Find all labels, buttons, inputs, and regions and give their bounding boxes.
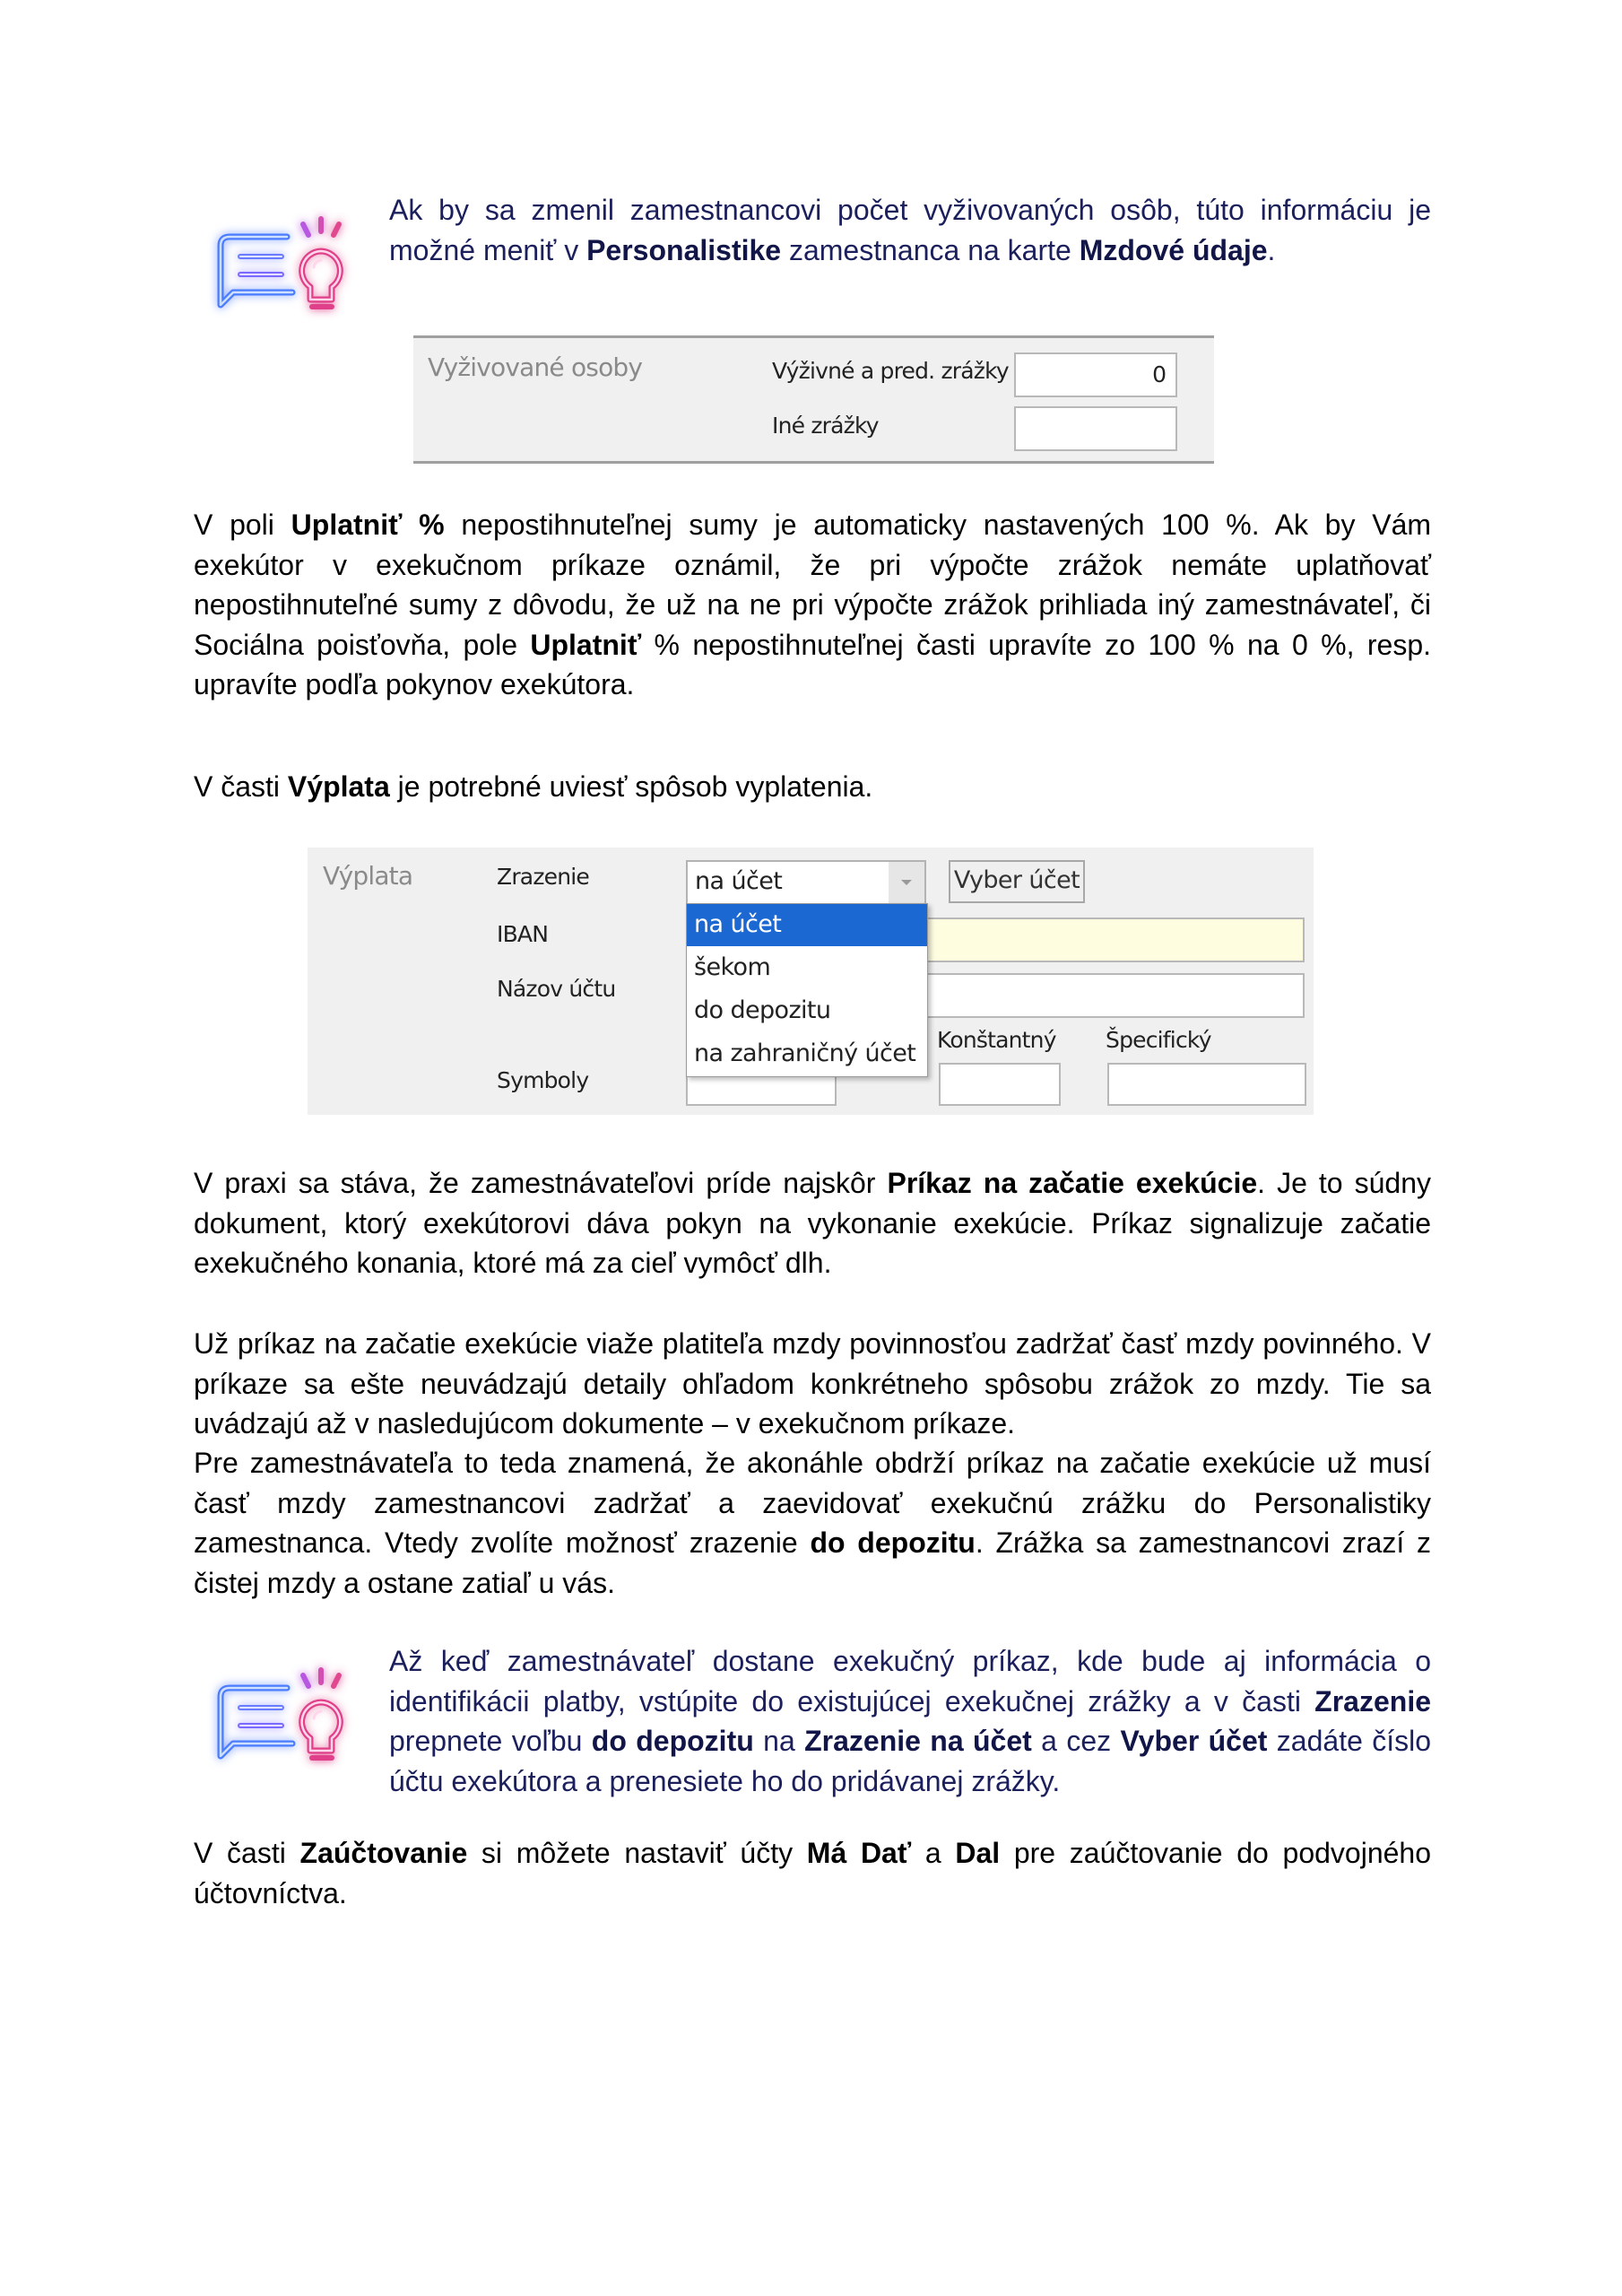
chevron-down-icon[interactable] [889,862,924,903]
paragraph-zauctovanie: V časti Zaúčtovanie si môžete nastaviť účty Má Dať a Dal pre zaúčtovanie do podvojného účtovníctva. [194,1837,1431,1909]
combo-selected-value: na účet [695,867,783,895]
alimony-deductions-input[interactable]: 0 [1014,352,1177,397]
label-symbols: Symboly [497,1067,589,1093]
deduction-method-combobox[interactable] [686,860,926,905]
group-label-dependents: Vyživované osoby [428,352,643,382]
field-label-other: Iné zrážky [772,413,879,439]
chat-lightbulb-icon [204,199,357,334]
payout-panel [308,848,1314,1115]
group-label-payout: Výplata [323,861,413,891]
paragraph-uplatnit: V poli Uplatniť % nepostihnuteľnej sumy je automaticky nastavených 100 %. Ak by Vám exekútor v exekučnom príkaze oznámil, že pri výpočte zrážok nemáte uplatňovať nepostihnuteľné sumy z dôvodu, že už na ne pri výpočte zrážok prihliada iný zamestnávateľ, či Sociálna poisťovňa, pole Uplatniť % nepostihnuteľnej časti upravíte zo 100 % na 0 %, resp. upravíte podľa pokynov exekútora. [194,509,1432,700]
dropdown-option-na-ucet[interactable]: na účet [687,904,927,946]
paragraph-pre-zamestnavatela: Pre zamestnávateľa to teda znamená, že akonáhle obdrží príkaz na začatie exekúcie už musí časť mzdy zamestnancovi zadržať a zaevidovať exekučnú zrážku do Personalistiky zamestnanca. Vtedy zvolíte možnosť zrazenie do depozitu. Zrážka sa zamestnancovi zrazí z čistej mzdy a ostane zatiaľ u vás. [194,1447,1432,1599]
label-account-name: Názov účtu [497,976,616,1002]
other-deductions-input[interactable] [1014,406,1177,451]
tip-text: Ak by sa zmenil zamestnancovi počet vyživovaných osôb, túto informáciu je možné meniť v Personalistike zamestnanca na karte Mzdové údaje. [389,194,1431,266]
label-iban: IBAN [497,921,549,947]
specific-symbol-input[interactable] [1107,1063,1306,1106]
paragraph-prax: V praxi sa stáva, že zamestnávateľovi príde najskôr Príkaz na začatie exekúcie. Je to súdny dokument, ktorý exekútorovi dáva pokyn na vykonanie exekúcie. Príkaz signalizuje začatie exekučného konania, ktoré má za cieľ vymôcť dlh. [194,1167,1431,1279]
dropdown-option-zahranicny-ucet[interactable]: na zahraničný účet [694,1039,916,1067]
deduction-method-dropdown [686,903,928,1077]
account-name-input[interactable] [917,973,1305,1018]
label-zrazenie: Zrazenie [497,864,589,890]
paragraph-uz-prikaz: Už príkaz na začatie exekúcie viaže platiteľa mzdy povinnosťou zadržať časť mzdy povinného. V príkaze sa ešte neuvádzajú detaily ohľadom konkrétneho spôsobu zrážok zo mzdy. Tie sa uvádzajú až v nasledujúcom dokumente – v exekučnom príkaze. [194,1327,1431,1439]
dropdown-option-do-depozitu[interactable]: do depozitu [694,996,831,1024]
select-account-button[interactable]: Vyber účet [949,860,1085,903]
tip-text: Až keď zamestnávateľ dostane exekučný príkaz, kde bude aj informácia o identifikácii platby, vstúpite do existujúcej exekučnej zrážky a v časti Zrazenie prepnete voľbu do depozitu na Zrazenie na účet a cez Vyber účet zadáte číslo účtu exekútora a prenesiete ho do pridávanej zrážky. [389,1645,1432,1797]
label-constant-symbol: Konštantný [937,1027,1056,1053]
dependents-panel [413,335,1214,464]
constant-symbol-input[interactable] [939,1063,1061,1106]
chat-lightbulb-icon [204,1650,357,1785]
field-label-alimony: Výživné a pred. zrážky [772,358,1009,384]
paragraph-vyplata: V časti Výplata je potrebné uviesť spôsob vyplatenia. [194,770,873,803]
iban-input[interactable] [917,918,1305,962]
label-specific-symbol: Špecifický [1106,1027,1211,1053]
dropdown-option-sekom[interactable]: šekom [694,953,771,981]
